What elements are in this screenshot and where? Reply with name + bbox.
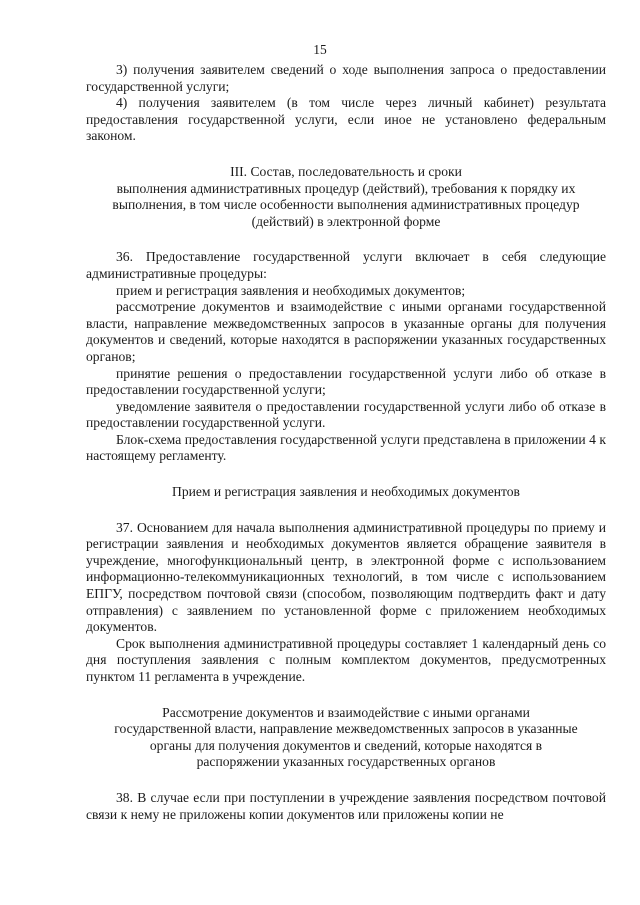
paragraph-block-scheme: Блок-схема предоставления государственной услуги представлена в приложении 4 к настоящему регламенту.: [86, 431, 606, 464]
page-content: [86, 62, 606, 823]
paragraph-procedure-decision: принятие решения о предоставлении государственной услуги либо об отказе в предоставлении государственной услуги;: [86, 365, 606, 398]
page-number: 15: [313, 42, 327, 57]
heading-line: III. Состав, последовательность и сроки: [230, 163, 462, 179]
heading-line: выполнения, в том числе особенности выполнения административных процедур: [112, 197, 580, 213]
paragraph-procedure-notification: уведомление заявителя о предоставлении государственной услуги либо об отказе в предоставлении государственной услуги.: [86, 398, 606, 431]
heading-line: выполнения административных процедур (действий), требования к порядку их: [116, 180, 576, 196]
heading-line: органы для получения документов и сведений, которые находятся в: [149, 737, 543, 753]
paragraph-procedure-review: рассмотрение документов и взаимодействие с иными органами государственной власти, направление межведомственных запросов в указанные органы для получения документов и сведений, которые находятся в распоряжении указанных государственных органов;: [86, 299, 606, 364]
paragraph-38: 38. В случае если при поступлении в учреждение заявления посредством почтовой связи к нему не приложены копии документов или приложены копии не: [86, 789, 606, 822]
heading-line: распоряжении указанных государственных органов: [196, 754, 496, 770]
paragraph-procedure-reception: прием и регистрация заявления и необходимых документов;: [116, 282, 466, 298]
paragraph-deadline: Срок выполнения административной процедуры составляет 1 календарный день со дня поступления заявления с полным комплектом документов, предусмотренных пунктом 11 регламента в учреждение.: [86, 635, 606, 684]
heading-line: (действий) в электронной форме: [251, 213, 441, 229]
paragraph-item-3: 3) получения заявителем сведений о ходе выполнения запроса о предоставлении государственной услуги;: [86, 62, 606, 94]
paragraph-36: 36. Предоставление государственной услуги включает в себя следующие административные процедуры:: [86, 249, 606, 281]
heading-line: Рассмотрение документов и взаимодействие с иными органами: [162, 704, 530, 720]
heading-line: Прием и регистрация заявления и необходимых документов: [172, 484, 520, 500]
heading-line: государственной власти, направление межведомственных запросов в указанные: [114, 721, 578, 737]
paragraph-37: 37. Основанием для начала выполнения административной процедуры по приему и регистрации заявления и необходимых документов является обращение заявителя в учреждение, многофункциональный центр, в электронной форме с использованием информационно-телекоммуникационных технологий, в том числе с использованием ЕПГУ, посредством почтовой связи (способом, позволяющим подтвердить факт и дату отправления) с заявлением по установленной форме с приложением необходимых документов.: [86, 519, 606, 635]
subsection-heading-review: [86, 705, 606, 771]
subsection-heading-reception: [86, 484, 606, 501]
section-heading-iii: [86, 164, 606, 230]
paragraph-item-4: 4) получения заявителем (в том числе через личный кабинет) результата предоставления государственной услуги, если иное не установлено федеральным законом.: [86, 95, 606, 144]
